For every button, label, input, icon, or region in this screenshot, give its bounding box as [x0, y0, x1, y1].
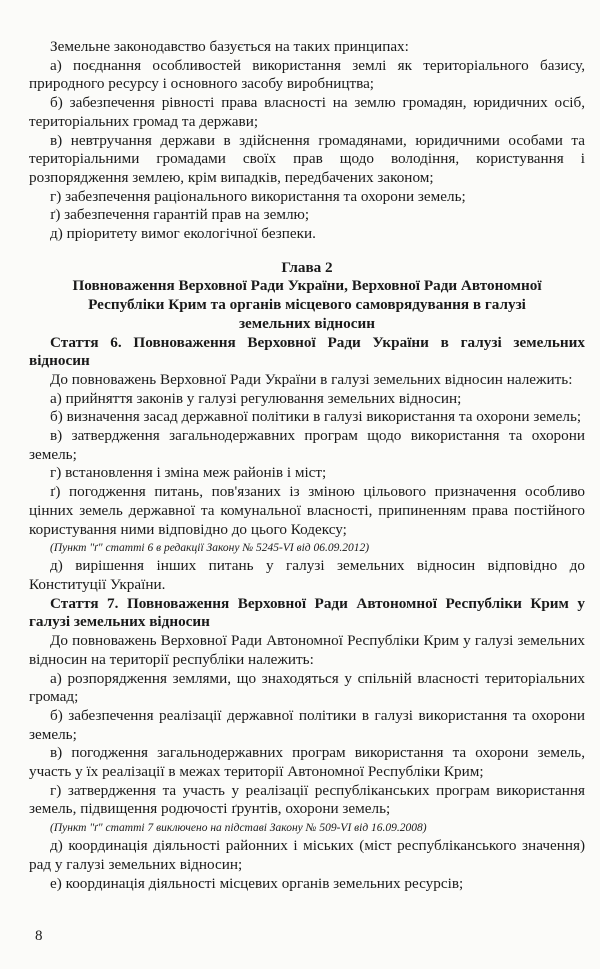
article-6-intro: До повноважень Верховної Ради України в галузі земельних відносин належить:	[50, 370, 573, 388]
article-6-item: г) встановлення і зміна меж районів і міст;	[50, 464, 327, 482]
article-7-item: г) затвердження та участь у реалізації республіканських програм використання земель, підвищення родючості ґрунтів, охорони земель;	[29, 781, 585, 818]
article-7-item: а) розпорядження землями, що знаходяться у спільній власності територіальних громад;	[29, 669, 585, 706]
chapter-title-line: Республіки Крим та органів місцевого самоврядування в галузі	[88, 296, 526, 314]
principle-item: д) пріоритету вимог екологічної безпеки.	[50, 225, 316, 243]
principles-intro: Земельне законодавство базується на таких принципах:	[50, 38, 409, 55]
chapter-title-line: Повноваження Верховної Ради України, Верховної Ради Автономної	[72, 277, 542, 295]
article-7-intro: До повноважень Верховної Ради Автономної Республіки Крим у галузі земельних відносин на території республіки належить:	[29, 632, 585, 668]
principle-item: а) поєднання особливостей використання землі як територіального базису, природного ресурсу і основного засобу виробництва;	[29, 56, 585, 93]
article-6-note: (Пункт "ґ" статті 6 в редакції Закону № 5245-VI від 06.09.2012)	[50, 542, 370, 555]
chapter-title-line: земельних відносин	[238, 314, 376, 332]
principle-item: б) забезпечення рівності права власності на землю громадян, юридичних осіб, територіальних громад та держави;	[29, 94, 585, 130]
page-number: 8	[35, 928, 43, 944]
article-6-item: б) визначення засад державної політики в галузі використання та охорони земель;	[50, 408, 582, 426]
article-7-item: б) забезпечення реалізації державної політики в галузі використання та охорони земель;	[29, 706, 585, 743]
principle-item: ґ) забезпечення гарантій прав на землю;	[50, 206, 310, 224]
article-6-item: а) прийняття законів у галузі регулювання земельних відносин;	[50, 389, 462, 407]
article-7-item: е) координація діяльності місцевих органів земельних ресурсів;	[50, 874, 464, 892]
article-7-item: д) координація діяльності районних і міських (міст республіканського значення) рад у галузі земельних відносин;	[29, 837, 585, 873]
article-6-title: Стаття 6. Повноваження Верховної Ради України в галузі земельних відносин	[29, 333, 585, 370]
article-6-item: в) затвердження загальнодержавних програм щодо використання та охорони земель;	[29, 427, 585, 463]
principle-item: г) забезпечення раціонального використання та охорони земель;	[50, 187, 466, 205]
principle-item: в) невтручання держави в здійснення громадянами, юридичними особами та територіальними громадами своїх прав щодо володіння, користування і розпорядження землею, крім випадків, передбачених законом;	[29, 131, 585, 186]
article-6-item: д) вирішення інших питань у галузі земельних відносин відповідно до Конституції України.	[29, 557, 585, 593]
document-page	[29, 38, 585, 893]
article-7-item: в) погодження загальнодержавних програм використання та охорони земель, участь у їх реалізації в межах території Автономної Республіки Крим;	[29, 744, 585, 781]
article-6-item: ґ) погодження питань, пов'язаних із зміною цільового призначення особливо цінних земель державної та комунальної власності, припиненням права постійного користування ними відповідно до цього Кодексу;	[29, 483, 585, 538]
chapter-number: Глава 2	[281, 258, 333, 276]
article-7-note: (Пункт "ґ" статті 7 виключено на підставі Закону № 509-VI від 16.09.2008)	[50, 822, 427, 835]
article-7-title: Стаття 7. Повноваження Верховної Ради Автономної Республіки Крим у галузі земельних відносин	[29, 594, 585, 631]
